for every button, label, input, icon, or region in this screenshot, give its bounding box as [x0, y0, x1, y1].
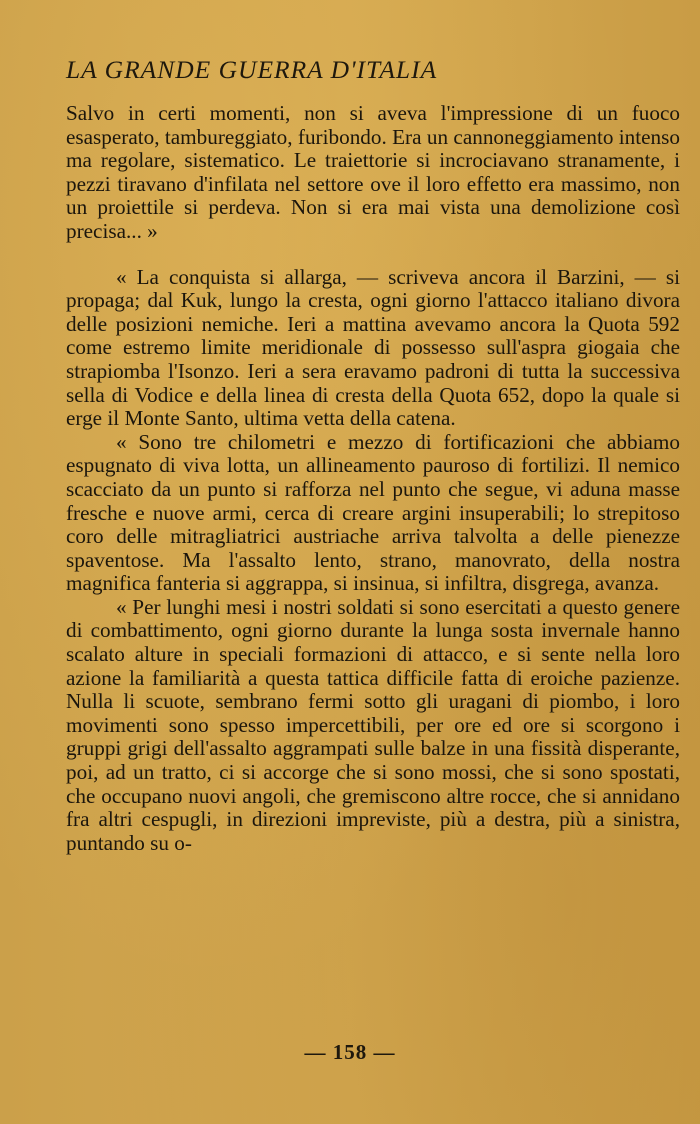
paragraph: « Sono tre chilometri e mezzo di fortificazioni che abbiamo espugnato di viva lotta, un allineamento pauroso di fortilizi. Il nemico scacciato da un punto si rafforza nel punto che segue, vi aduna masse fresche e nuove armi, cerca di creare argini insuperabili; lo strepitoso coro delle mitragliatrici austriache arriva talvolta a delle pienezze spaventose. Ma l'assalto lento, strano, manovrato, della nostra magnifica fanteria si aggrappa, si insinua, si infiltra, disgrega, avanza. [66, 429, 680, 596]
running-head: LA GRANDE GUERRA D'ITALIA [66, 55, 438, 84]
paragraph: « La conquista si allarga, — scriveva ancora il Barzini, — si propaga; dal Kuk, lungo la cresta, ogni giorno l'attacco italiano divora delle posizioni nemiche. Ieri a mattina avevamo ancora la Quota 592 come estremo limite meridionale di possesso sull'aspra giogaia che strapiomba l'Isonzo. Ieri a sera eravamo padroni di tutta la successiva sella di Vodice e della linea di cresta della Quota 652, dopo la quale si erge il Monte Santo, ultima vetta della catena. [66, 264, 680, 431]
page-number: — 158 — [304, 1040, 396, 1064]
paragraph: « Per lunghi mesi i nostri soldati si sono esercitati a questo genere di combattimento, ogni giorno durante la lunga sosta invernale hanno scalato alture in speciali formazioni di attacco, e si sente nella loro azione la familiarità a questa tattica difficile fatta di eroiche pazienze. Nulla li scuote, sembrano fermi sotto gli uragani di piombo, i loro movimenti sono spesso impercettibili, per ore ed ore si scorgono i gruppi grigi dell'assalto aggrampati sulle balze in una fissità disperante, poi, ad un tratto, ci si accorge che si sono mossi, che si sono spostati, che occupano nuovi angoli, che gremiscono altre rocce, che si annidano fra altri cespugli, in direzioni impreviste, più a destra, più a sinistra, puntando su o- [66, 594, 680, 855]
body-text [66, 102, 680, 855]
paragraph: Salvo in certi momenti, non si aveva l'impressione di un fuoco esasperato, tambureggiato, furibondo. Era un cannoneggiamento intenso ma regolare, sistematico. Le traiettorie si incrociavano stranamente, i pezzi tiravano d'infilata nel settore ove il loro effetto era massimo, non un proiettile si perdeva. Non si era mai vista una demolizione così precisa... » [66, 101, 680, 243]
